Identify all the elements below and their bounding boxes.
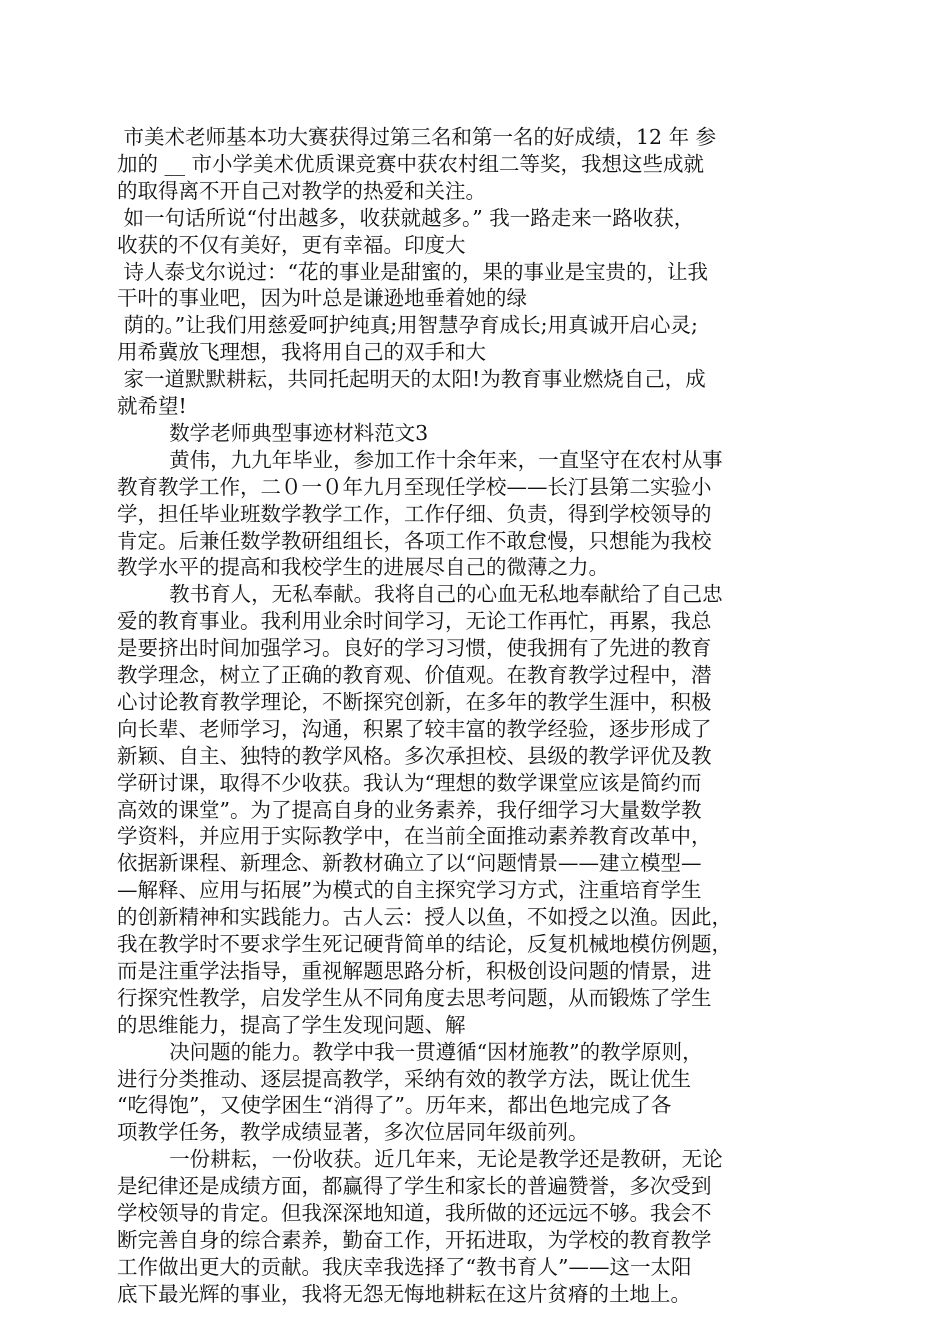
text-line: 心讨论教育教学理论，不断探究创新，在多年的教学生涯中，积极 [117, 689, 712, 714]
text-line: 学资料，并应用于实际教学中，在当前全面推动素养教育改革中， [117, 824, 712, 849]
text-line: 我在教学时不要求学生死记硬背简单的结论，反复机械地模仿例题， [117, 932, 732, 956]
text-line: 行探究性教学，启发学生从不同角度去思考问题，从而锻炼了学生 [117, 985, 712, 1010]
text-line: 教书育人，无私奉献。我将自己的心血无私地奉献给了自己忠 [117, 582, 723, 607]
text-line: 决问题的能力。教学中我一贯遵循“因材施教”的教学原则， [117, 1039, 703, 1064]
text-line: 黄伟，九九年毕业，参加工作十余年来，一直坚守在农村从事 [117, 447, 723, 472]
text-line: 家一道默默耕耘，共同托起明天的太阳!为教育事业燃烧自己，成 [117, 367, 706, 392]
text-line: 高效的课堂”。为了提高自身的业务素养，我仔细学习大量数学教 [117, 797, 702, 822]
text-line: —解释、应用与拓展”为模式的自主探究学习方式，注重培育学生 [117, 878, 702, 903]
text-line: 而是注重学法指导，重视解题思路分析，积极创设问题的情景，进 [117, 958, 712, 983]
text-line: 是纪律还是成绩方面，都赢得了学生和家长的普遍赞誉，多次受到 [117, 1174, 712, 1199]
text-line: 教育教学工作，二０一０年九月至现任学校——长汀县第二实验小 [117, 474, 712, 499]
text-line: 工作做出更大的贡献。我庆幸我选择了“教书育人”——这一太阳 [117, 1254, 692, 1279]
text-line: 学校领导的肯定。但我深深地知道，我所做的还远远不够。我会不 [117, 1201, 712, 1225]
text-line: 诗人泰戈尔说过：“花的事业是甜蜜的，果的事业是宝贵的，让我 [117, 259, 708, 284]
text-line: 的创新精神和实践能力。古人云：授人以鱼，不如授之以渔。因此， [117, 905, 732, 930]
text-line: 一份耕耘，一份收获。近几年来，无论是教学还是教研，无论 [117, 1147, 723, 1172]
text-line: 新颖、自主、独特的教学风格。多次承担校、县级的教学评优及教 [117, 743, 712, 768]
text-line: 学，担任毕业班数学教学工作，工作仔细、负责，得到学校领导的 [117, 501, 712, 526]
text-line: 的取得离不开自己对教学的热爱和关注。 [117, 178, 486, 203]
text-line: 依据新课程、新理念、新教材确立了以“问题情景——建立模型— [117, 851, 702, 876]
text-line: 学研讨课，取得不少收获。我认为“理想的数学课堂应该是简约而 [117, 770, 702, 795]
text-line: “吃得饱”，又使学困生“消得了”。历年来，都出色地完成了各 [117, 1093, 672, 1118]
text-line: 数学老师典型事迹材料范文3 [117, 420, 429, 445]
text-line: 收获的不仅有美好，更有幸福。印度大 [117, 232, 466, 257]
text-line: 加的 __ 市小学美术优质课竞赛中获农村组二等奖，我想这些成就 [117, 151, 705, 176]
text-line: 荫的。”让我们用慈爱呵护纯真;用智慧孕育成长;用真诚开启心灵; [117, 313, 698, 338]
text-line: 教学理念，树立了正确的教育观、价值观。在教育教学过程中，潜 [117, 663, 712, 687]
text-line: 教学水平的提高和我校学生的进展尽自己的微薄之力。 [117, 555, 609, 580]
text-line: 用希冀放飞理想，我将用自己的双手和大 [117, 340, 486, 365]
text-line: 断完善自身的综合素养，勤奋工作，开拓进取，为学校的教育教学 [117, 1227, 712, 1252]
text-line: 的思维能力，提高了学生发现问题、解 [117, 1012, 466, 1037]
text-line: 向长辈、老师学习，沟通，积累了较丰富的教学经验，逐步形成了 [117, 716, 712, 741]
text-line: 项教学任务，教学成绩显著，多次位居同年级前列。 [117, 1120, 589, 1145]
text-line: 市美术老师基本功大赛获得过第三名和第一名的好成绩，12 年 参 [117, 125, 717, 149]
text-line: 如一句话所说“付出越多，收获就越多。” 我一路走来一路收获， [117, 205, 695, 230]
text-line: 干叶的事业吧，因为叶总是谦逊地垂着她的绿 [117, 286, 527, 311]
text-line: 是要挤出时间加强学习。良好的学习习惯，使我拥有了先进的教育 [117, 636, 712, 661]
text-line: 底下最光辉的事业，我将无怨无悔地耕耘在这片贫瘠的土地上。 [117, 1281, 691, 1306]
text-line: 进行分类推动、逐层提高教学，采纳有效的教学方法，既让优生 [117, 1066, 691, 1091]
text-line: 肯定。后兼任数学教研组组长，各项工作不敢怠慢，只想能为我校 [117, 528, 712, 553]
text-line: 就希望! [117, 394, 187, 418]
text-line: 爱的教育事业。我利用业余时间学习，无论工作再忙，再累，我总 [117, 609, 712, 634]
